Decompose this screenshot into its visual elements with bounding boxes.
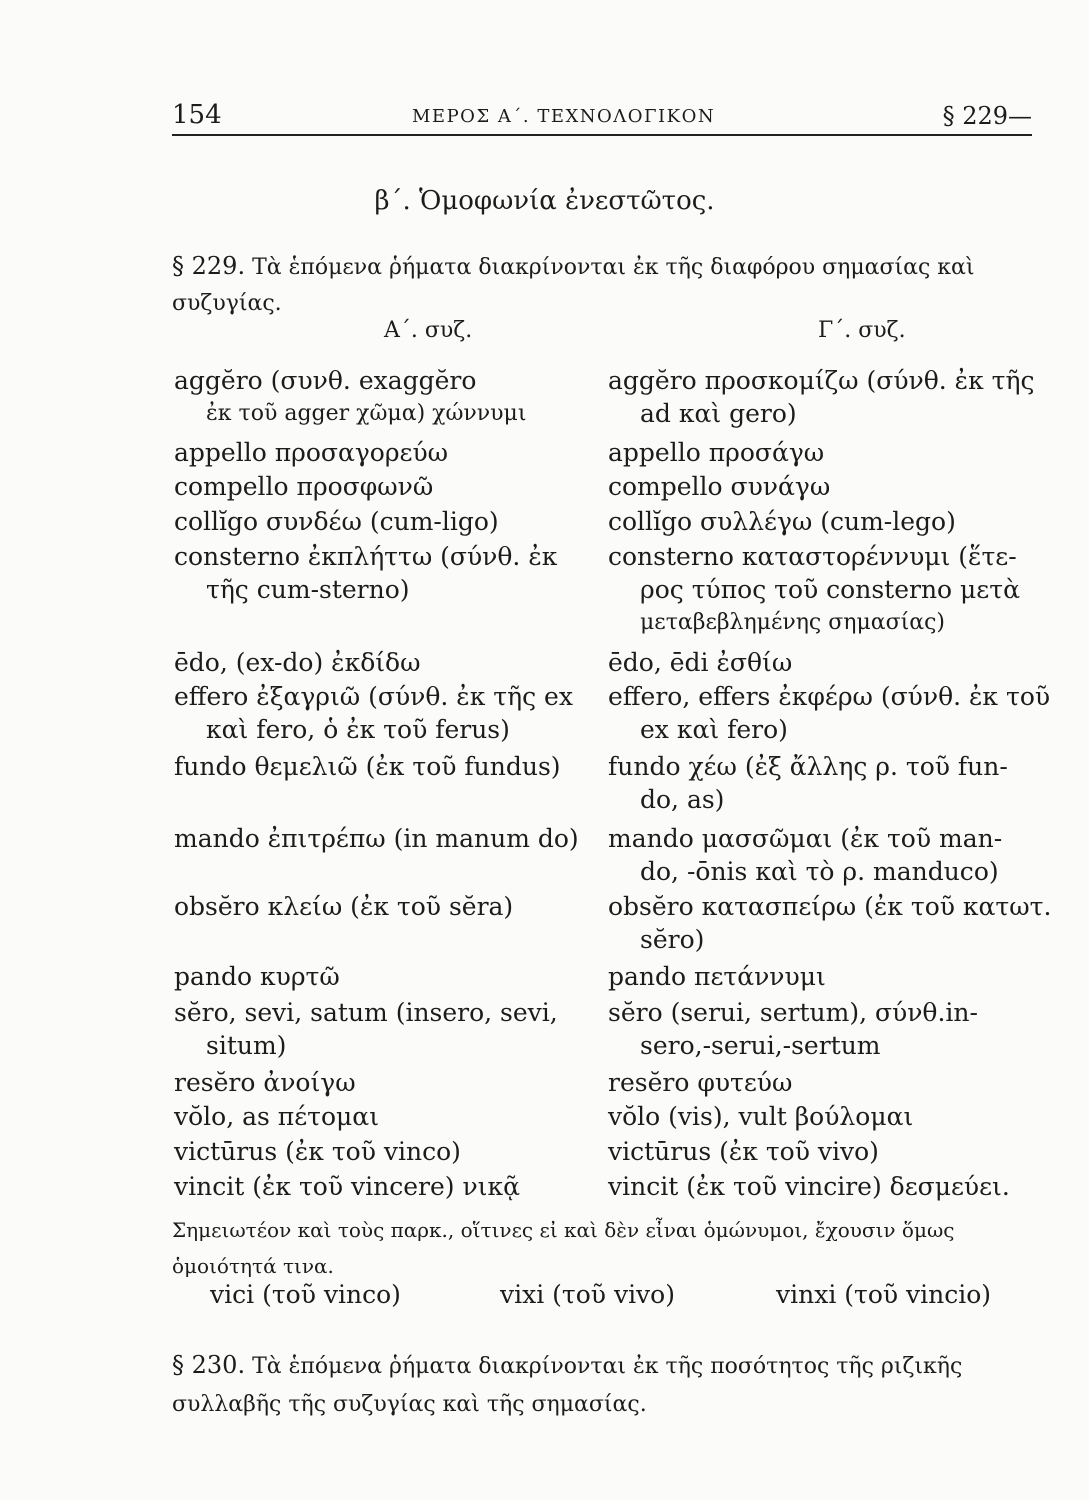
right-entry (608, 540, 1040, 639)
entry-line: mando ἐπιτρέπω (in manum do) (174, 824, 579, 853)
left-entry (174, 1170, 594, 1203)
entry-line: resĕro ἀνοίγω (174, 1068, 356, 1097)
entry-continuation: τῆς cum-sterno) (206, 575, 410, 604)
entry-line: ēdo, (ex-do) ἐκδίδω (174, 648, 421, 677)
entry-line: effero ἐξαγριῶ (σύνθ. ἐκ τῆς ex (174, 682, 573, 711)
entry-line: victūrus (ἐκ τοῦ vinco) (174, 1137, 461, 1166)
right-entry (608, 890, 1052, 956)
left-entry (174, 470, 594, 503)
left-entry (174, 996, 594, 1062)
right-entry (608, 960, 1040, 993)
left-entry (174, 540, 594, 606)
left-entry (174, 364, 594, 430)
right-entry (608, 996, 1040, 1062)
right-entry (608, 680, 1051, 746)
right-entry (608, 646, 1040, 679)
left-entry (174, 1066, 594, 1099)
entry-continuation: situm) (206, 1031, 287, 1060)
right-column-heading: Γ΄. συζ. (818, 318, 906, 343)
left-entry (174, 1135, 594, 1168)
entry-line: victūrus (ἐκ τοῦ vivo) (608, 1137, 879, 1166)
entry-line: consterno ἐκπλήττω (σύνθ. ἐκ (174, 542, 558, 571)
entry-line: vincit (ἐκ τοῦ vincere) νικᾷ (174, 1172, 520, 1201)
header-rule (172, 134, 1032, 136)
example-item: vinxi (τοῦ vincio) (776, 1280, 992, 1309)
left-entry (174, 960, 594, 993)
entry-line: sĕro, sevi, satum (insero, sevi, (174, 998, 558, 1027)
left-entry (174, 646, 594, 679)
entry-line: pando κυρτῶ (174, 962, 340, 991)
page-number: 154 (172, 100, 222, 130)
intro-paragraph (172, 248, 1032, 322)
entry-line: aggĕro προσκομίζω (σύνθ. ἐκ τῆς (608, 366, 1035, 395)
next-paragraph-text: Τὰ ἑπόμενα ῥήματα διακρίνονται ἐκ τῆς ποσότητος τῆς ριζικῆς συλλαβῆς τῆς συζυγίας καὶ τῆς σημασίας. (172, 1354, 963, 1417)
note-paragraph: Σημειωτέον καὶ τοὺς παρκ., οἵτινες εἰ καὶ δὲν εἶναι ὁμώνυμοι, ἔχουσιν ὅμως ὁμοιότητά τινα. (172, 1218, 955, 1278)
left-column-heading: Α΄. συζ. (384, 318, 473, 343)
entry-continuation: καὶ fero, ὁ ἐκ τοῦ ferus) (206, 715, 510, 744)
entry-line: mando μασσῶμαι (ἐκ τοῦ man- (608, 824, 1003, 853)
entry-line: appello προσαγορεύω (174, 438, 449, 467)
entry-line: pando πετάννυμι (608, 962, 826, 991)
entry-line: consterno καταστορέννυμι (ἕτε- (608, 542, 1017, 571)
left-entry (174, 680, 594, 746)
entry-line: vŏlo, as πέτομαι (174, 1102, 379, 1131)
entry-line: collĭgo συνδέω (cum-ligo) (174, 507, 499, 536)
left-entry (174, 436, 594, 469)
paragraph-number: § 230. (172, 1351, 246, 1379)
left-entry (174, 890, 594, 923)
left-entry (174, 750, 594, 783)
entry-line: compello συνάγω (608, 472, 831, 501)
right-entry (608, 436, 1040, 469)
entry-continuation: μεταβεβλημένης σημασίας) (640, 610, 946, 635)
entry-continuation: do, -ōnis καὶ τὸ ρ. manduco) (640, 857, 999, 886)
entry-continuation: ad καὶ gero) (640, 399, 797, 428)
right-entry (608, 1135, 1040, 1168)
left-entry (174, 505, 594, 538)
entry-continuation: ex καὶ fero) (640, 715, 788, 744)
entry-line: vincit (ἐκ τοῦ vincire) δεσμεύει. (608, 1172, 1010, 1201)
right-entry (608, 470, 1040, 503)
entry-line: collĭgo συλλέγω (cum-lego) (608, 507, 956, 536)
entry-line: fundo θεμελιῶ (ἐκ τοῦ fundus) (174, 752, 561, 781)
entry-continuation: sĕro) (640, 925, 705, 954)
entry-line: vŏlo (vis), vult βούλομαι (608, 1102, 914, 1131)
entry-line: sĕro (serui, sertum), σύνθ.in- (608, 998, 978, 1027)
left-entry (174, 1100, 594, 1133)
right-entry (608, 750, 1040, 816)
next-paragraph (172, 1346, 1032, 1424)
entry-line: obsĕro κατασπείρω (ἐκ τοῦ κατωτ. (608, 892, 1052, 921)
header-title: ΜΕΡΟΣ Α΄. ΤΕΧΝΟΛΟΓΙΚΟΝ (412, 106, 716, 127)
right-entry (608, 505, 1040, 538)
entry-continuation: ἐκ τοῦ agger χῶμα) χώννυμι (206, 401, 527, 426)
left-entry (174, 822, 594, 855)
right-entry (608, 1170, 1040, 1203)
right-entry (608, 822, 1040, 888)
entry-line: effero, effers ἐκφέρω (σύνθ. ἐκ τοῦ (608, 682, 1051, 711)
entry-line: resĕro φυτεύω (608, 1068, 793, 1097)
entry-line: appello προσάγω (608, 438, 825, 467)
entry-continuation: sero,-serui,-sertum (640, 1031, 881, 1060)
entry-line: compello προσφωνῶ (174, 472, 434, 501)
paragraph-number: § 229. (172, 252, 246, 280)
entry-line: aggĕro (συνθ. exaggĕro (174, 366, 477, 395)
right-entry (608, 364, 1040, 430)
entry-line: fundo χέω (ἐξ ἄλλης ρ. τοῦ fun- (608, 752, 1008, 781)
running-header (172, 100, 1032, 132)
section-subtitle: β΄. Ὁμοφωνία ἐνεστῶτος. (374, 186, 715, 216)
example-item: vici (τοῦ vinco) (210, 1280, 401, 1309)
intro-text: Τὰ ἑπόμενα ῥήματα διακρίνονται ἐκ τῆς διαφόρου σημασίας καὶ συζυγίας. (172, 255, 975, 316)
entry-line: obsĕro κλείω (ἐκ τοῦ sĕra) (174, 892, 514, 921)
right-entry (608, 1100, 1040, 1133)
entry-continuation: do, as) (640, 785, 725, 814)
entry-line: ēdo, ēdi ἐσθίω (608, 648, 793, 677)
header-section: § 229— (942, 102, 1032, 130)
right-entry (608, 1066, 1040, 1099)
example-item: vixi (τοῦ vivo) (500, 1280, 675, 1309)
entry-continuation: ρος τύπος τοῦ consterno μετὰ (640, 575, 1020, 604)
